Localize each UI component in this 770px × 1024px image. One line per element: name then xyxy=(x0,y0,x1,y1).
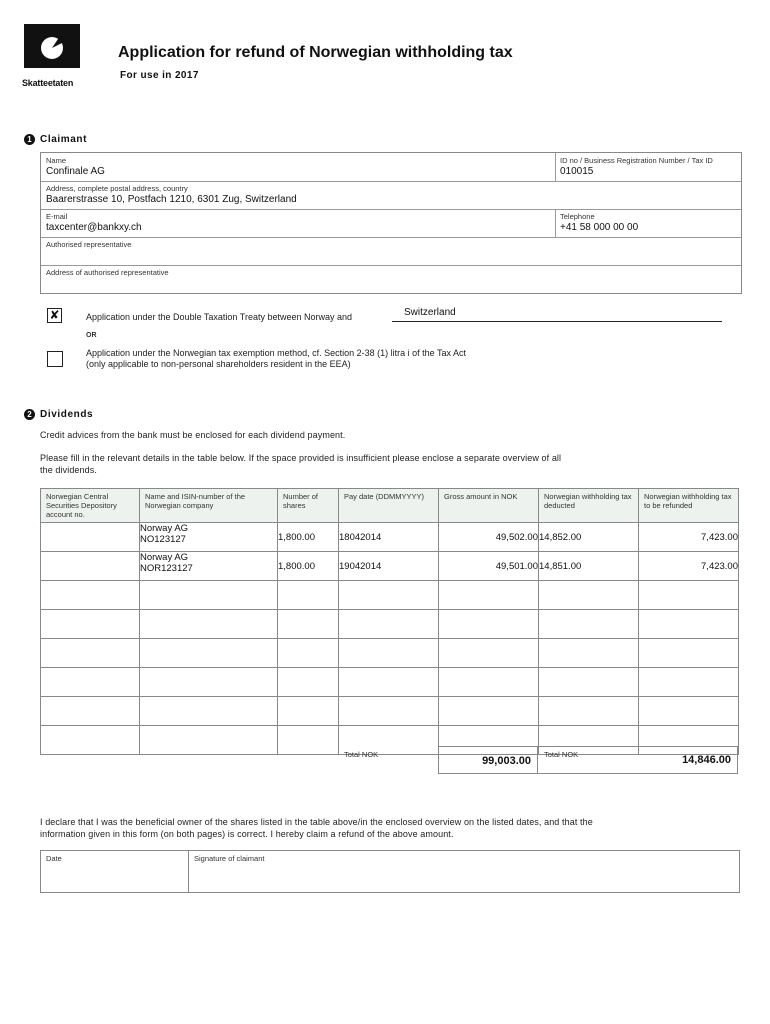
empty-cell[interactable] xyxy=(639,697,739,726)
table-row xyxy=(41,639,739,668)
table-row xyxy=(41,668,739,697)
representative-field[interactable] xyxy=(41,237,741,265)
empty-cell[interactable] xyxy=(339,697,439,726)
address-field[interactable] xyxy=(41,181,741,209)
empty-cell[interactable] xyxy=(539,639,639,668)
tax-deducted-cell[interactable]: 14,852.00 xyxy=(539,523,639,552)
representative-address-label: Address of authorised representative xyxy=(46,268,169,277)
logo-text: Skatteetaten xyxy=(22,78,74,88)
treaty-country-value[interactable]: Switzerland xyxy=(404,307,456,318)
table-row xyxy=(41,523,739,552)
name-row xyxy=(41,153,741,182)
dividends-table xyxy=(40,488,739,755)
date-label: Date xyxy=(46,854,62,863)
email-value: taxcenter@bankxy.ch xyxy=(46,222,142,233)
empty-cell[interactable] xyxy=(278,639,339,668)
representative-label: Authorised representative xyxy=(46,240,132,249)
table-row xyxy=(41,610,739,639)
tax-refund-cell[interactable]: 7,423.00 xyxy=(639,523,739,552)
declaration-line2: information given in this form (on both pages) is correct. I hereby claim a refund of the above amount. xyxy=(40,829,454,839)
empty-cell[interactable] xyxy=(539,581,639,610)
empty-cell[interactable] xyxy=(439,581,539,610)
empty-cell[interactable] xyxy=(439,610,539,639)
total-refund-value[interactable]: 14,846.00 xyxy=(538,746,738,774)
representative-address-field[interactable] xyxy=(41,265,741,293)
exemption-option-line2: (only applicable to non-personal shareholders resident in the EEA) xyxy=(86,359,351,369)
empty-cell[interactable] xyxy=(639,668,739,697)
signature-field[interactable] xyxy=(189,851,739,892)
address-value: Baarerstrasse 10, Postfach 1210, 6301 Zug, Switzerland xyxy=(46,194,297,205)
id-field[interactable] xyxy=(555,153,741,181)
empty-cell[interactable] xyxy=(439,668,539,697)
total-refund-label: Total NOK xyxy=(544,750,579,759)
empty-cell[interactable] xyxy=(140,697,278,726)
total-gross-value[interactable]: 99,003.00 xyxy=(438,746,538,774)
empty-cell[interactable] xyxy=(278,581,339,610)
page-title: Application for refund of Norwegian withholding tax xyxy=(118,44,513,61)
exemption-checkbox[interactable] xyxy=(47,351,63,367)
address-label: Address, complete postal address, country xyxy=(46,184,188,193)
address-row xyxy=(41,181,741,210)
table-row xyxy=(41,581,739,610)
empty-cell[interactable] xyxy=(140,610,278,639)
declaration-line1: I declare that I was the beneficial owner of the shares listed in the table above/in the enclosed overview on the listed dates, and that the xyxy=(40,817,593,827)
empty-cell[interactable] xyxy=(539,697,639,726)
claimant-form xyxy=(40,152,742,294)
section-number-badge: 1 xyxy=(24,134,35,145)
table-row xyxy=(41,552,739,581)
empty-cell[interactable] xyxy=(278,726,339,755)
account-cell[interactable] xyxy=(41,523,140,552)
tax-refund-cell[interactable]: 7,423.00 xyxy=(639,552,739,581)
instructions-line2: the dividends. xyxy=(40,465,97,475)
exemption-option-line1: Application under the Norwegian tax exemption method, cf. Section 2-38 (1) litra i of the Tax Act xyxy=(86,348,467,358)
shares-cell[interactable]: 1,800.00 xyxy=(278,523,339,552)
instructions-line1: Please fill in the relevant details in the table below. If the space provided is insufficient please enclose a separate overview of all xyxy=(40,453,562,463)
empty-cell[interactable] xyxy=(339,610,439,639)
empty-cell[interactable] xyxy=(639,581,739,610)
gross-amount-cell[interactable]: 49,502.00 xyxy=(439,523,539,552)
column-header: Number of shares xyxy=(278,489,339,523)
id-value: 010015 xyxy=(560,166,594,177)
skatteetaten-logo xyxy=(24,24,80,68)
representative-row xyxy=(41,237,741,266)
email-label: E-mail xyxy=(46,212,68,221)
empty-cell[interactable] xyxy=(278,697,339,726)
treaty-country-underline xyxy=(392,321,722,322)
table-header-row xyxy=(41,489,739,523)
phone-label: Telephone xyxy=(560,212,595,221)
column-header: Norwegian withholding tax to be refunded xyxy=(639,489,739,523)
pay-date-cell[interactable]: 18042014 xyxy=(339,523,439,552)
empty-cell[interactable] xyxy=(41,639,140,668)
empty-cell[interactable] xyxy=(339,639,439,668)
page-subtitle: For use in 2017 xyxy=(120,70,199,81)
section-number-badge: 2 xyxy=(24,409,35,420)
empty-cell[interactable] xyxy=(339,668,439,697)
id-label: ID no / Business Registration Number / Tax ID xyxy=(560,156,713,165)
empty-cell[interactable] xyxy=(278,668,339,697)
email-field[interactable] xyxy=(41,209,556,237)
total-gross-label: Total NOK xyxy=(344,750,379,759)
empty-cell[interactable] xyxy=(140,726,278,755)
account-cell[interactable] xyxy=(41,552,140,581)
phone-field[interactable] xyxy=(555,209,741,237)
empty-cell[interactable] xyxy=(439,639,539,668)
gross-amount-cell[interactable]: 49,501.00 xyxy=(439,552,539,581)
company-name: Norway AG xyxy=(140,523,189,534)
logo-mark-icon xyxy=(38,32,66,60)
section-title: Dividends xyxy=(40,409,94,420)
empty-cell[interactable] xyxy=(639,610,739,639)
shares-cell[interactable]: 1,800.00 xyxy=(278,552,339,581)
empty-cell[interactable] xyxy=(41,668,140,697)
column-header: Gross amount in NOK xyxy=(439,489,539,523)
company-isin: NOR123127 xyxy=(140,563,193,574)
column-header: Pay date (DDMMYYYY) xyxy=(339,489,439,523)
company-isin: NO123127 xyxy=(140,534,186,545)
empty-cell[interactable] xyxy=(278,610,339,639)
company-cell[interactable] xyxy=(140,523,278,552)
pay-date-cell[interactable]: 19042014 xyxy=(339,552,439,581)
empty-cell[interactable] xyxy=(140,639,278,668)
tax-deducted-cell[interactable]: 14,851.00 xyxy=(539,552,639,581)
representative-address-row xyxy=(41,265,741,293)
name-field[interactable] xyxy=(41,153,556,181)
empty-cell[interactable] xyxy=(539,668,639,697)
company-name: Norway AG xyxy=(140,552,189,563)
treaty-checkbox[interactable]: ✘ xyxy=(47,308,62,323)
or-separator: OR xyxy=(86,332,97,339)
column-header: Norwegian withholding tax deducted xyxy=(539,489,639,523)
empty-cell[interactable] xyxy=(41,610,140,639)
name-label: Name xyxy=(46,156,67,165)
column-header: Norwegian Central Securities Depository account no. xyxy=(41,489,140,523)
empty-cell[interactable] xyxy=(339,581,439,610)
treaty-option-text: Application under the Double Taxation Treaty between Norway and xyxy=(86,312,353,322)
empty-cell[interactable] xyxy=(639,639,739,668)
signature-label: Signature of claimant xyxy=(194,854,265,863)
empty-cell[interactable] xyxy=(41,581,140,610)
date-field[interactable] xyxy=(41,851,189,892)
empty-cell[interactable] xyxy=(140,581,278,610)
empty-cell[interactable] xyxy=(41,726,140,755)
column-header: Name and ISIN-number of the Norwegian company xyxy=(140,489,278,523)
empty-cell[interactable] xyxy=(41,697,140,726)
contact-row xyxy=(41,209,741,238)
credit-advice-note: Credit advices from the bank must be enclosed for each dividend payment. xyxy=(40,430,346,440)
empty-cell[interactable] xyxy=(439,697,539,726)
empty-cell[interactable] xyxy=(140,668,278,697)
section-title: Claimant xyxy=(40,134,88,145)
signature-block xyxy=(40,850,740,893)
table-row xyxy=(41,697,739,726)
name-value: Confinale AG xyxy=(46,166,105,177)
company-cell[interactable] xyxy=(140,552,278,581)
empty-cell[interactable] xyxy=(539,610,639,639)
phone-value: +41 58 000 00 00 xyxy=(560,222,639,233)
